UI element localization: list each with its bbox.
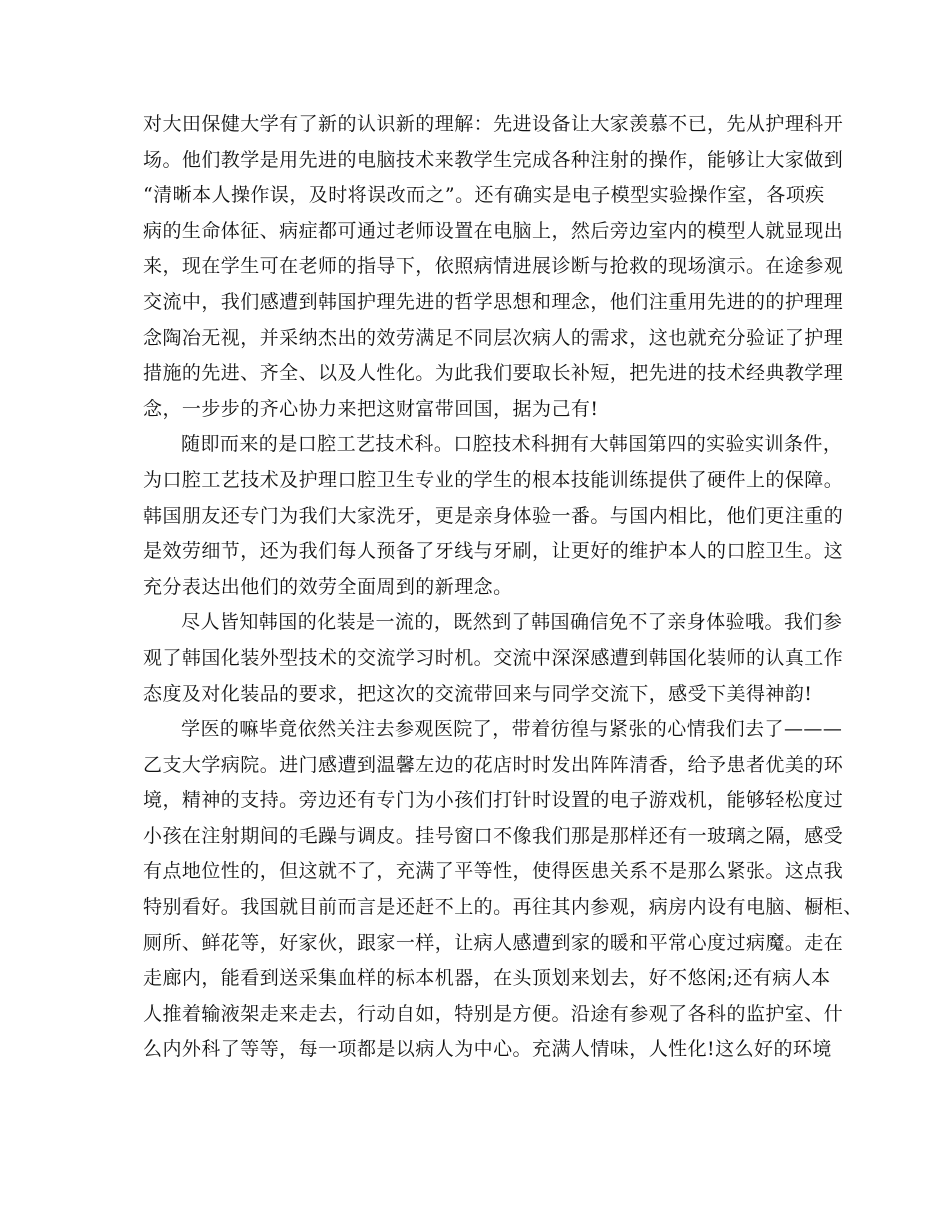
text-line: 走廊内，能看到送采集血样的标本机器，在头顶划来划去，好不悠闲;还有病人本	[143, 967, 831, 990]
text-line: 充分表达出他们的效劳全面周到的新理念。	[143, 575, 513, 598]
text-line: 来，现在学生可在老师的指导下，依照病情进展诊断与抢救的现场演示。在途参观	[143, 255, 844, 278]
text-line: 为口腔工艺技术及护理口腔卫生专业的学生的根本技能训练提供了硬件上的保障。	[143, 468, 844, 491]
text-line: 境，精神的支持。旁边还有专门为小孩们打针时设置的电子游戏机，能够轻松度过	[143, 789, 844, 812]
text-line: 是效劳细节，还为我们每人预备了牙线与牙刷，让更好的维护本人的口腔卫生。这	[143, 540, 844, 563]
text-line: 病的生命体征、病症都可通过老师设置在电脑上，然后旁边室内的模型人就显现出	[143, 219, 844, 242]
text-line: 态度及对化装品的要求，把这次的交流带回来与同学交流下，感受下美得神韵!	[143, 682, 813, 705]
text-line: 念，一步步的齐心协力来把这财富带回国，据为己有!	[143, 397, 599, 420]
paragraph	[143, 427, 844, 605]
text-line: “清晰本人操作误，及时将误改而之”。还有确实是电子模型实验操作室，各项疾	[143, 184, 825, 207]
text-line: 场。他们教学是用先进的电脑技术来教学生完成各种注射的操作，能够让大家做到	[143, 148, 844, 171]
text-line: 特别看好。我国就目前而言是还赶不上的。再往其内参观，病房内设有电脑、橱柜、	[143, 896, 863, 919]
paragraph	[143, 107, 844, 427]
text-line: 念陶冶无视，并采纳杰出的效劳满足不同层次病人的需求，这也就充分验证了护理	[143, 326, 844, 349]
text-line: 小孩在注射期间的毛躁与调皮。挂号窗口不像我们那是那样还有一玻璃之隔，感受	[143, 824, 844, 847]
paragraph	[143, 605, 844, 712]
text-line: 人推着输液架走来走去，行动自如，特别是方便。沿途有参观了各科的监护室、什	[143, 1002, 844, 1025]
text-line: 韩国朋友还专门为我们大家洗牙，更是亲身体验一番。与国内相比，他们更注重的	[143, 504, 844, 527]
text-line: 随即而来的是口腔工艺技术科。口腔技术科拥有大韩国第四的实验实训条件，	[181, 433, 843, 456]
text-line: 学医的嘛毕竟依然关注去参观医院了，带着彷徨与紧张的心情我们去了———	[181, 718, 843, 741]
text-line: 措施的先进、齐全、以及人性化。为此我们要取长补短，把先进的技术经典教学理	[143, 362, 844, 385]
text-line: 交流中，我们感遭到韩国护理先进的哲学思想和理念，他们注重用先进的的护理理	[143, 290, 844, 313]
text-line: 么内外科了等等，每一项都是以病人为中心。充满人情味，人性化!这么好的环境	[143, 1038, 832, 1061]
paragraph	[143, 712, 863, 1068]
text-line: 对大田保健大学有了新的认识新的理解：先进设备让大家羡慕不已，先从护理科开	[143, 113, 844, 135]
document-body	[143, 107, 863, 1068]
text-line: 乙支大学病院。进门感遭到温馨左边的花店时时发出阵阵清香，给予患者优美的环	[143, 753, 844, 776]
text-line: 厕所、鲜花等，好家伙，跟家一样，让病人感遭到家的暖和平常心度过病魔。走在	[143, 931, 844, 954]
text-line: 观了韩国化装外型技术的交流学习时机。交流中深深感遭到韩国化装师的认真工作	[143, 646, 844, 669]
text-line: 有点地位性的，但这就不了，充满了平等性，使得医患关系不是那么紧张。这点我	[143, 860, 844, 883]
text-line: 尽人皆知韩国的化装是一流的，既然到了韩国确信免不了亲身体验哦。我们参	[181, 611, 843, 634]
